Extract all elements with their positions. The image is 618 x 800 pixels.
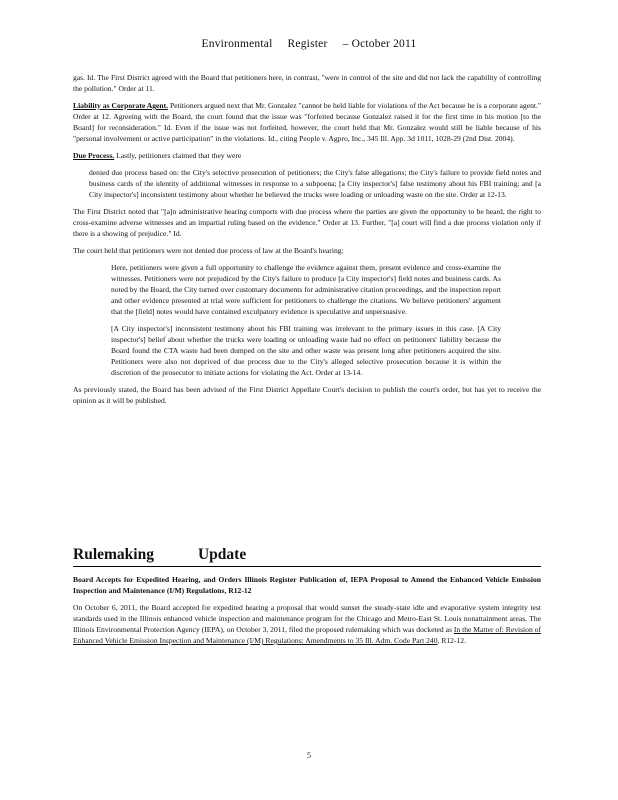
rulemaking-text-b: , R12-12. [437, 636, 466, 645]
rulemaking-docket-link[interactable]: In the Matter of: Revision of Enhanced Vehicle Emission Inspection and Maintenance (I/M) Regulations: Amendments to 35 Ill. Adm. Code Part 240 [73, 625, 541, 645]
header-journal: Environmental [201, 38, 273, 50]
rulemaking-text-a: On October 6, 2011, the Board accepted for expedited hearing a proposal that would sunset the steady-state idle and evaporative system integrity test standards used in the Illinois enhanced vehicle inspection and maintenance program for the Chicago and Metro-East St. Louis nonattainment areas. The Illinois Environmental Protection Agency (IEPA), on October 3, 2011, filed the proposed rulemaking which was docketed as [73, 603, 541, 634]
header-issue: – October 2011 [342, 38, 417, 50]
heading-rule-line [73, 566, 541, 567]
rulemaking-update-heading [73, 546, 541, 564]
paragraph-liability [73, 100, 541, 144]
rulemaking-heading-word1: Rulemaking [73, 546, 154, 563]
paragraph-causation: gas. Id. The First District agreed with the Board that petitioners here, in contrast, "were in control of the site and did not lack the capability of controlling the pollution." Order at 11. [73, 73, 541, 93]
quote-inconsistent-testimony: [A City inspector's] inconsistent testimony about his FBI training was irrelevant to the primary issues in this case. [A City inspector's] belief about whether the trucks were loading or unloading waste had no effect on petitioners' liability because the Board found the CTA waste had been dumped on the site and other waste was present long after petitioners acquired the site. Petitioners were also not deprived of due process due to the City's alleged selective prosecution because it is within the discretion of the prosecutor to initiate actions for violating the Act. Order at 13-14. [111, 324, 501, 377]
rulemaking-section [73, 574, 541, 652]
paragraph-liability-text: Petitioners argued next that Mr. Gonzalez "cannot be held liable for violations of the Act because he is a corporate agent." Order at 12. Agreeing with the Board, the court found that the issue was "forfeited because Gonzalez raised it for the first time in his motion [to the Board] for reconsideration." Id. Even if the issue was not forfeited, however, the court held that Mr. Gonzalez would still be liable because of his "personal involvement or active participation" in the violations. Id., citing People v. Agpro, Inc., 345 Ill. App. 3d 1011, 1028-29 (2nd Dist. 2004). [73, 101, 541, 143]
paragraph-due-process-text: Lastly, petitioners claimed that they were [114, 151, 242, 160]
header-register: Register [287, 38, 328, 50]
paragraph-due-process [73, 150, 541, 161]
rulemaking-paragraph [73, 602, 541, 646]
paragraph-publication: As previously stated, the Board has been advised of the First District Appellate Court's decision to publish the court's order, but has yet to receive the opinion as it will be published. [73, 385, 541, 405]
quote-due-process-claims: denied due process based on: the City's selective prosecution of petitioners; the City's false allegations; the City's failure to provide field notes and business cards of the identity of additional witnesses in response to a subpoena; [a City inspector's] false testimony about his FBI training; and [a City inspector's] inconsistent testimony about whether he believed the trucks were loading or unloading waste on the site. Order at 12-13. [89, 168, 541, 199]
page-number: 5 [307, 751, 311, 760]
quote-full-opportunity: Here, petitioners were given a full opportunity to challenge the evidence against them, present evidence and cross-examine the witnesses. Petitioners were not prejudiced by the City's failure to produce [a City inspector's] field notes and business cards. As noted by the Board, the City turned over customary documents for administrative citation proceedings, and the inspection report and other evidence presented at trial were sufficient for petitioners to challenge the citations. We believe petitioners' argument that the [field] notes would have contained exculpatory evidence is speculative and unpersuasive. [111, 263, 501, 316]
running-header [0, 38, 618, 50]
section-title-due-process: Due Process. [73, 151, 115, 160]
paragraph-court-held: The court held that petitioners were not denied due process of law at the Board's hearing: [73, 246, 344, 255]
section-title-liability: Liability as Corporate Agent. [73, 101, 169, 110]
article-body [73, 72, 541, 412]
rulemaking-heading-word2: Update [197, 546, 247, 563]
rulemaking-subhead: Board Accepts for Expedited Hearing, and Orders Illinois Register Publication of, IEPA Proposal to Amend the Enhanced Vehicle Emission Inspection and Maintenance (I/M) Regulations, R12-12 [73, 575, 541, 595]
paragraph-first-district: The First District noted that "[a]n administrative hearing comports with due process where the parties are given the opportunity to be heard, the right to cross-examine adverse witnesses and an impartial ruling based on the evidence." Order at 13. Further, "[a] court will find a due process violation only if there is a showing of prejudice." Id. [73, 207, 541, 238]
